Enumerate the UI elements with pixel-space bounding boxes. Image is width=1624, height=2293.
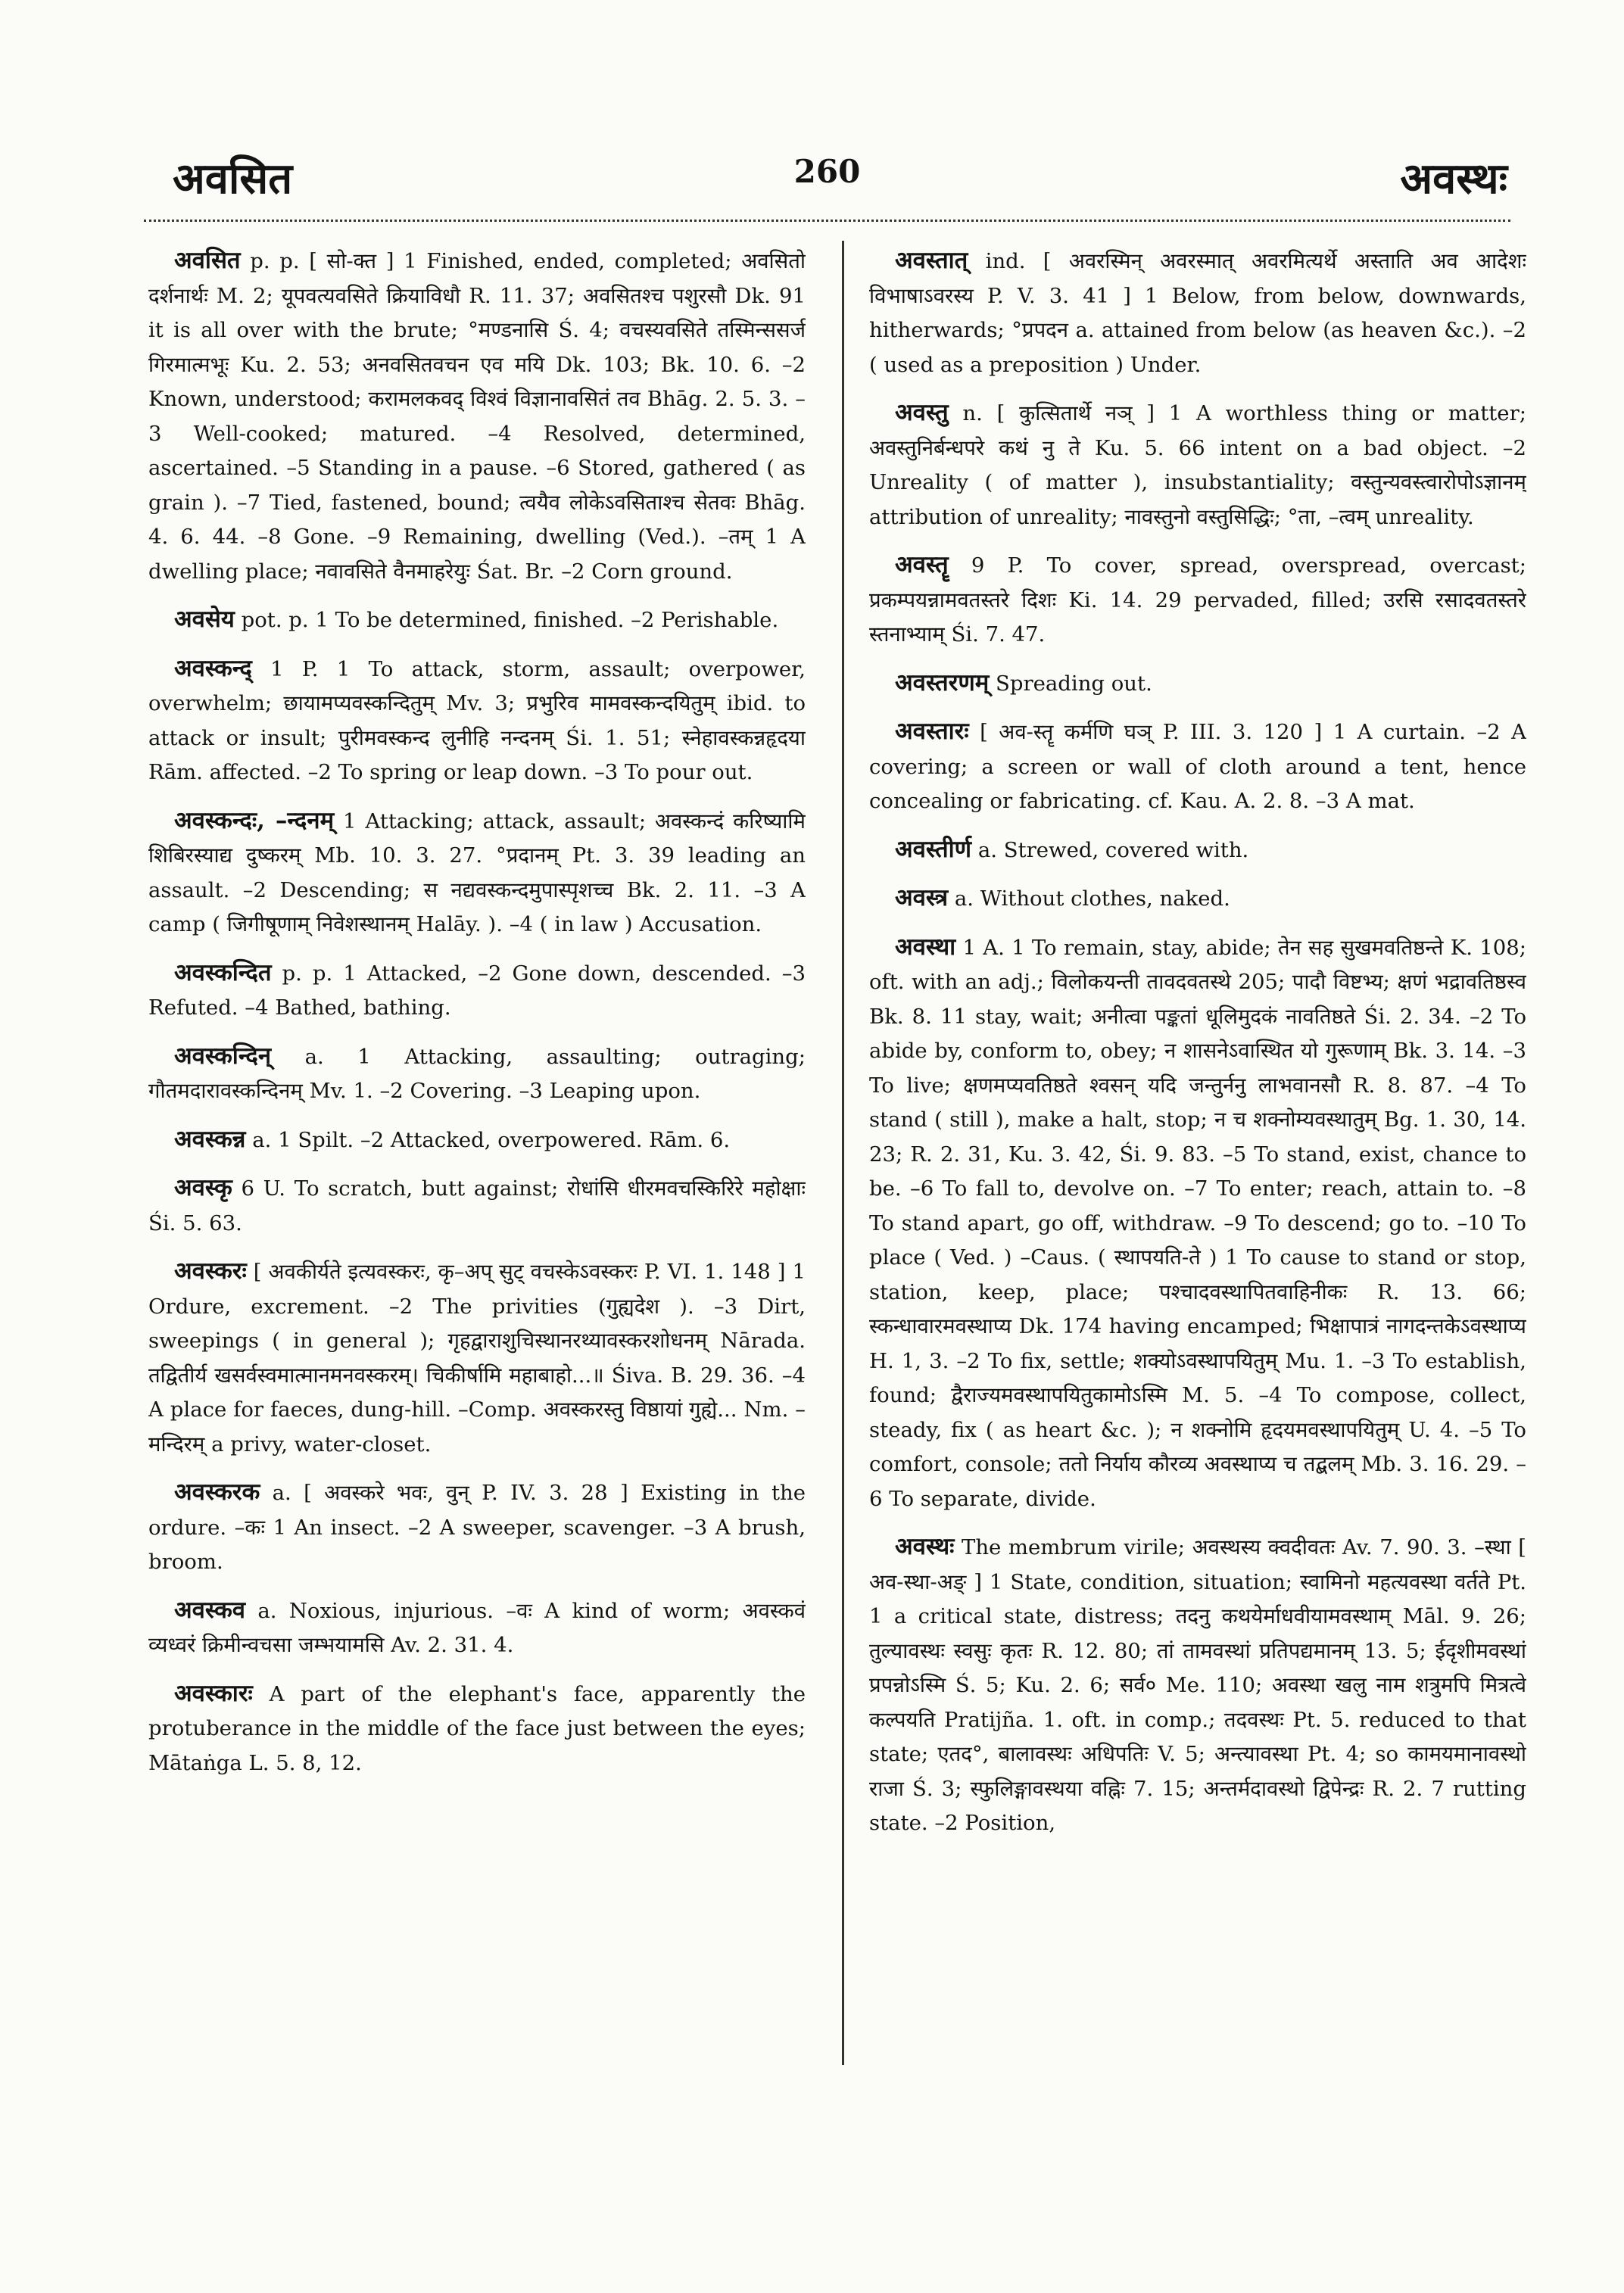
dictionary-entry [148,1039,806,1109]
entry-definition: ind. [ अवरस्मिन् अवरस्मात् अवरमित्यर्थे अस्ताति अव आदेशः विभाषाऽवरस्य P. V. 3. 41 ] 1 Below, from below, downwards, hitherwards; °प्रपदन a. attained from below (as heaven &c.). –2 ( used as a preposition ) Under. [869,249,1526,377]
dictionary-entry [148,1475,806,1580]
dictionary-entry [148,652,806,790]
entry-definition: 1 Attacking; attack, assault; अवस्कन्दं करिष्यामि शिबिरस्याद्य दुष्करम् Mb. 10. 3. 27. °प्रदानम् Pt. 3. 39 leading an assault. –2 Descending; स नद्यवस्कन्दमुपास्पृशच्च Bk. 2. 11. –3 A camp ( जिगीषूणाम् निवेशस्थानम् Halāy. ). –4 ( in law ) Accusation. [148,808,806,936]
dictionary-entry [148,1677,806,1781]
entry-definition: p. p. 1 Attacked, –2 Gone down, descended. –3 Refuted. –4 Bathed, bathing. [148,961,806,1020]
dictionary-entry [148,603,806,638]
entry-definition: a. Strewed, covered with. [977,837,1249,862]
entry-definition: p. p. [ सो-क्त ] 1 Finished, ended, completed; अवसितो दर्शनार्थः M. 2; यूपवत्यवसिते क्रियाविधौ R. 11. 37; अवसितश्च पशुरसौ Dk. 91 it is all over with the brute; °मण्डनासि Ś. 4; वचस्यवसिते तस्मिन्ससर्ज गिरमात्मभूः Ku. 2. 53; अनवसितवचन एव मयि Dk. 103; Bk. 10. 6. –2 Known, understood; करामलकवद् विश्वं विज्ञानावसितं तव Bhāg. 2. 5. 3. –3 Well-cooked; matured. –4 Resolved, determined, ascertained. –5 Standing in a pause. –6 Stored, gathered ( as grain ). –7 Tied, fastened, bound; त्वयैव लोकेऽवसिताश्च सेतवः Bhāg. 4. 6. 44. –8 Gone. –9 Remaining, dwelling (Ved.). –तम् 1 A dwelling place; नवावसिते वैनमाहरेयुः Śat. Br. –2 Corn ground. [148,249,806,584]
entry-definition: a. [ अवस्करे भवः, वुन् P. IV. 3. 28 ] Existing in the ordure. –कः 1 An insect. –2 A sweeper, scavenger. –3 A brush, broom. [148,1481,806,1574]
dictionary-entry [869,666,1526,702]
entry-headword: अवसित [174,247,241,274]
entry-headword: अवस्कन्न [174,1125,246,1153]
entry-headword: अवस्कृ [174,1174,232,1201]
entry-headword: अवस्करः [174,1257,247,1285]
left-column [148,244,806,2076]
entry-headword: अवस्थः [895,1533,955,1560]
entry-definition: 6 U. To scratch, butt against; रोधांसि धीरमवचस्किरिरे महोक्षाः Śi. 5. 63. [148,1176,806,1235]
entry-headword: अवस्कव [174,1596,246,1624]
entry-definition: [ अवकीर्यते इत्यवस्करः, कृ–अप् सुट् वचस्केऽवस्करः P. VI. 1. 148 ] 1 Ordure, excrement. –2 The privities (गुह्यदेश ). –3 Dirt, sweepings ( in general ); गृहद्वाराशुचिस्थानरथ्यावस्करशोधनम् Nārada. तद्वितीर्य खसर्वस्वमात्मानमनवस्करम्। चिकीर्षामि महाबाहो...॥ Śiva. B. 29. 36. –4 A place for faeces, dung-hill. –Comp. अवस्करस्तु विष्ठायां गुह्ये... Nm. –मन्दिरम् a privy, water-closet. [148,1260,806,1456]
dictionary-entry [148,1171,806,1241]
entry-definition: Spreading out. [996,671,1152,696]
dictionary-entry [148,1594,806,1663]
entry-headword: अवस्तात् [895,247,968,274]
entry-definition: a. 1 Attacking, assaulting; outraging; गौतमदारावस्कन्दिनम् Mv. 1. –2 Covering. –3 Leaping upon. [148,1044,806,1103]
entry-headword: अवस्कन्दिन् [174,1042,272,1070]
entry-headword: अवस्कारः [174,1679,253,1707]
dictionary-entry [148,956,806,1026]
header-right-guide-word: अवस्थः [1400,154,1507,204]
column-divider [842,241,844,2065]
entry-headword: अवस्था [895,933,956,961]
header-left-guide-word: अवसित [173,154,293,204]
entry-headword: अवस्तीर्ण [895,835,972,863]
entry-definition: a. 1 Spilt. –2 Attacked, overpowered. Rām. 6. [252,1127,731,1152]
entry-definition: 1 P. 1 To attack, storm, assault; overpower, overwhelm; छायामप्यवस्कन्दितुम् Mv. 3; प्रभुरिव मामवस्कन्दयितुम् ibid. to attack or insult; पुरीमवस्कन्द लुनीहि नन्दनम् Śi. 1. 51; स्नेहावस्कन्नहृदया Rām. affected. –2 To spring or leap down. –3 To pour out. [148,656,806,784]
entry-headword: अवस्त्र [895,884,949,911]
right-column [869,244,1526,2076]
entry-definition: n. [ कुत्सितार्थे नञ् ] 1 A worthless thing or matter; अवस्तुनिर्बन्धपरे कथं नु ते Ku. 5. 66 intent on a bad object. –2 Unreality ( of matter ), insubstantiality; वस्तुन्यवस्त्वारोपोऽज्ञानम् attribution of unreality; नावस्तुनो वस्तुसिद्धिः; °ता, –त्वम् unreality. [869,401,1526,529]
dictionary-entry [869,1530,1526,1841]
entry-headword: अवस्करक [174,1478,260,1506]
entry-definition: 1 A. 1 To remain, stay, abide; तेन सह सुखमवतिष्ठन्ते K. 108; oft. with an adj.; विलोकयन्ती तावदवतस्थे 205; पादौ विष्टभ्य; क्षणं भद्रावतिष्ठस्व Bk. 8. 11 stay, wait; अनीत्वा पङ्कतां धूलिमुदकं नावतिष्ठते Śi. 2. 34. –2 To abide by, conform to, obey; न शासनेऽवास्थित यो गुरूणाम् Bk. 3. 14. –3 To live; क्षणमप्यवतिष्ठते श्वसन् यदि जन्तुर्ननु लाभवानसौ R. 8. 87. –4 To stand ( still ), make a halt, stop; न च शक्नोम्यवस्थातुम् Bg. 1. 30, 14. 23; R. 2. 31, Ku. 3. 42, Śi. 9. 83. –5 To stand, exist, chance to be. –6 To fall to, devolve on. –7 To enter; reach, attain to. –8 To stand apart, go off, withdraw. –9 To descend; go to. –10 To place ( Ved. ) –Caus. ( स्थापयति-ते ) 1 To cause to stand or stop, station, keep, place; पश्चादवस्थापितवाहिनीकः R. 13. 66; स्कन्धावारमवस्थाप्य Dk. 174 having encamped; भिक्षापात्रं नागदन्तकेऽवस्थाप्य H. 1, 3. –2 To fix, settle; शक्योऽवस्थापयितुम् Mu. 1. –3 To establish, found; द्वैराज्यमवस्थापयितुकामोऽस्मि M. 5. –4 To compose, collect, steady, fix ( as heart &c. ); न शक्नोमि हृदयमवस्थापयितुम् U. 4. –5 To comfort, console; ततो निर्याय कौरव्य अवस्थाप्य च तद्बलम् Mb. 3. 16. 29. –6 To separate, divide. [869,935,1526,1511]
entry-headword: अवस्तारः [895,718,969,745]
entry-definition: The membrum virile; अवस्थस्य क्वदीवतः Av. 7. 90. 3. –स्था [ अव-स्था-अङ् ] 1 State, condition, situation; स्वामिनो महत्यवस्था वर्तते Pt. 1 a critical state, distress; तदनु कथयेर्माधवीयामवस्थाम् Māl. 9. 26; तुल्यावस्थः स्वसुः कृतः R. 12. 80; तां तामवस्थां प्रतिपद्यमानम् 13. 5; ईदृशीमवस्थां प्रपन्नोऽस्मि Ś. 5; Ku. 2. 6; सर्व० Me. 110; अवस्था खलु नाम शत्रुमपि मित्रत्वे कल्पयति Pratijña. 1. oft. in comp.; तदवस्थः Pt. 5. reduced to that state; एतद°, बालावस्थः अधिपतिः V. 5; अन्त्यावस्था Pt. 4; so कामयमानावस्थो राजा Ś. 3; स्फुलिङ्गावस्थया वह्निः 7. 15; अन्तर्मदावस्थो द्विपेन्द्रः R. 2. 7 rutting state. –2 Position, [869,1535,1526,1835]
page-header [144,148,1510,212]
dictionary-entry [869,715,1526,819]
entry-definition: [ अव-स्तॄ कर्मणि घञ् P. III. 3. 120 ] 1 A curtain. –2 A covering; a screen or wall of cloth around a tent, hence concealing or fabricating. cf. Kau. A. 2. 8. –3 A mat. [869,720,1526,813]
entry-definition: A part of the elephant's face, apparently the protuberance in the middle of the face just between the eyes; Mātaṅga L. 5. 8, 12. [148,1681,806,1775]
page-number: 260 [793,153,861,190]
entry-headword: अवसेय [174,606,235,633]
entry-headword: अवस्कन्द् [174,654,252,682]
dictionary-entry [869,396,1526,534]
header-rule [144,220,1510,222]
dictionary-entry [869,548,1526,653]
dictionary-entry [148,804,806,942]
dictionary-entry [148,244,806,589]
dictionary-entry [869,881,1526,917]
entry-headword: अवस्कन्दित [174,958,272,986]
entry-definition: a. Noxious, injurious. –वः A kind of worm; अवस्कवं व्यध्वरं क्रिमीन्वचसा जम्भयामसि Av. 2. 31. 4. [148,1598,806,1657]
entry-definition: a. Without clothes, naked. [954,886,1230,911]
entry-definition: pot. p. 1 To be determined, finished. –2 Perishable. [241,608,779,632]
entry-definition: 9 P. To cover, spread, overspread, overcast; प्रकम्पयन्नामवतस्तरे दिशः Ki. 14. 29 pervaded, filled; उरसि रसादवतस्तरे स्तनाभ्याम् Śi. 7. 47. [869,553,1526,646]
entry-headword: अवस्तु [895,399,949,426]
entry-headword: अवस्कन्दः, –न्दनम् [174,806,335,834]
dictionary-entry [148,1123,806,1158]
dictionary-entry [148,1254,806,1462]
dictionary-entry [869,833,1526,868]
dictionary-entry [869,244,1526,382]
entry-headword: अवस्तॄ [895,551,949,578]
dictionary-entry [869,930,1526,1517]
entry-headword: अवस्तरणम् [895,668,990,696]
